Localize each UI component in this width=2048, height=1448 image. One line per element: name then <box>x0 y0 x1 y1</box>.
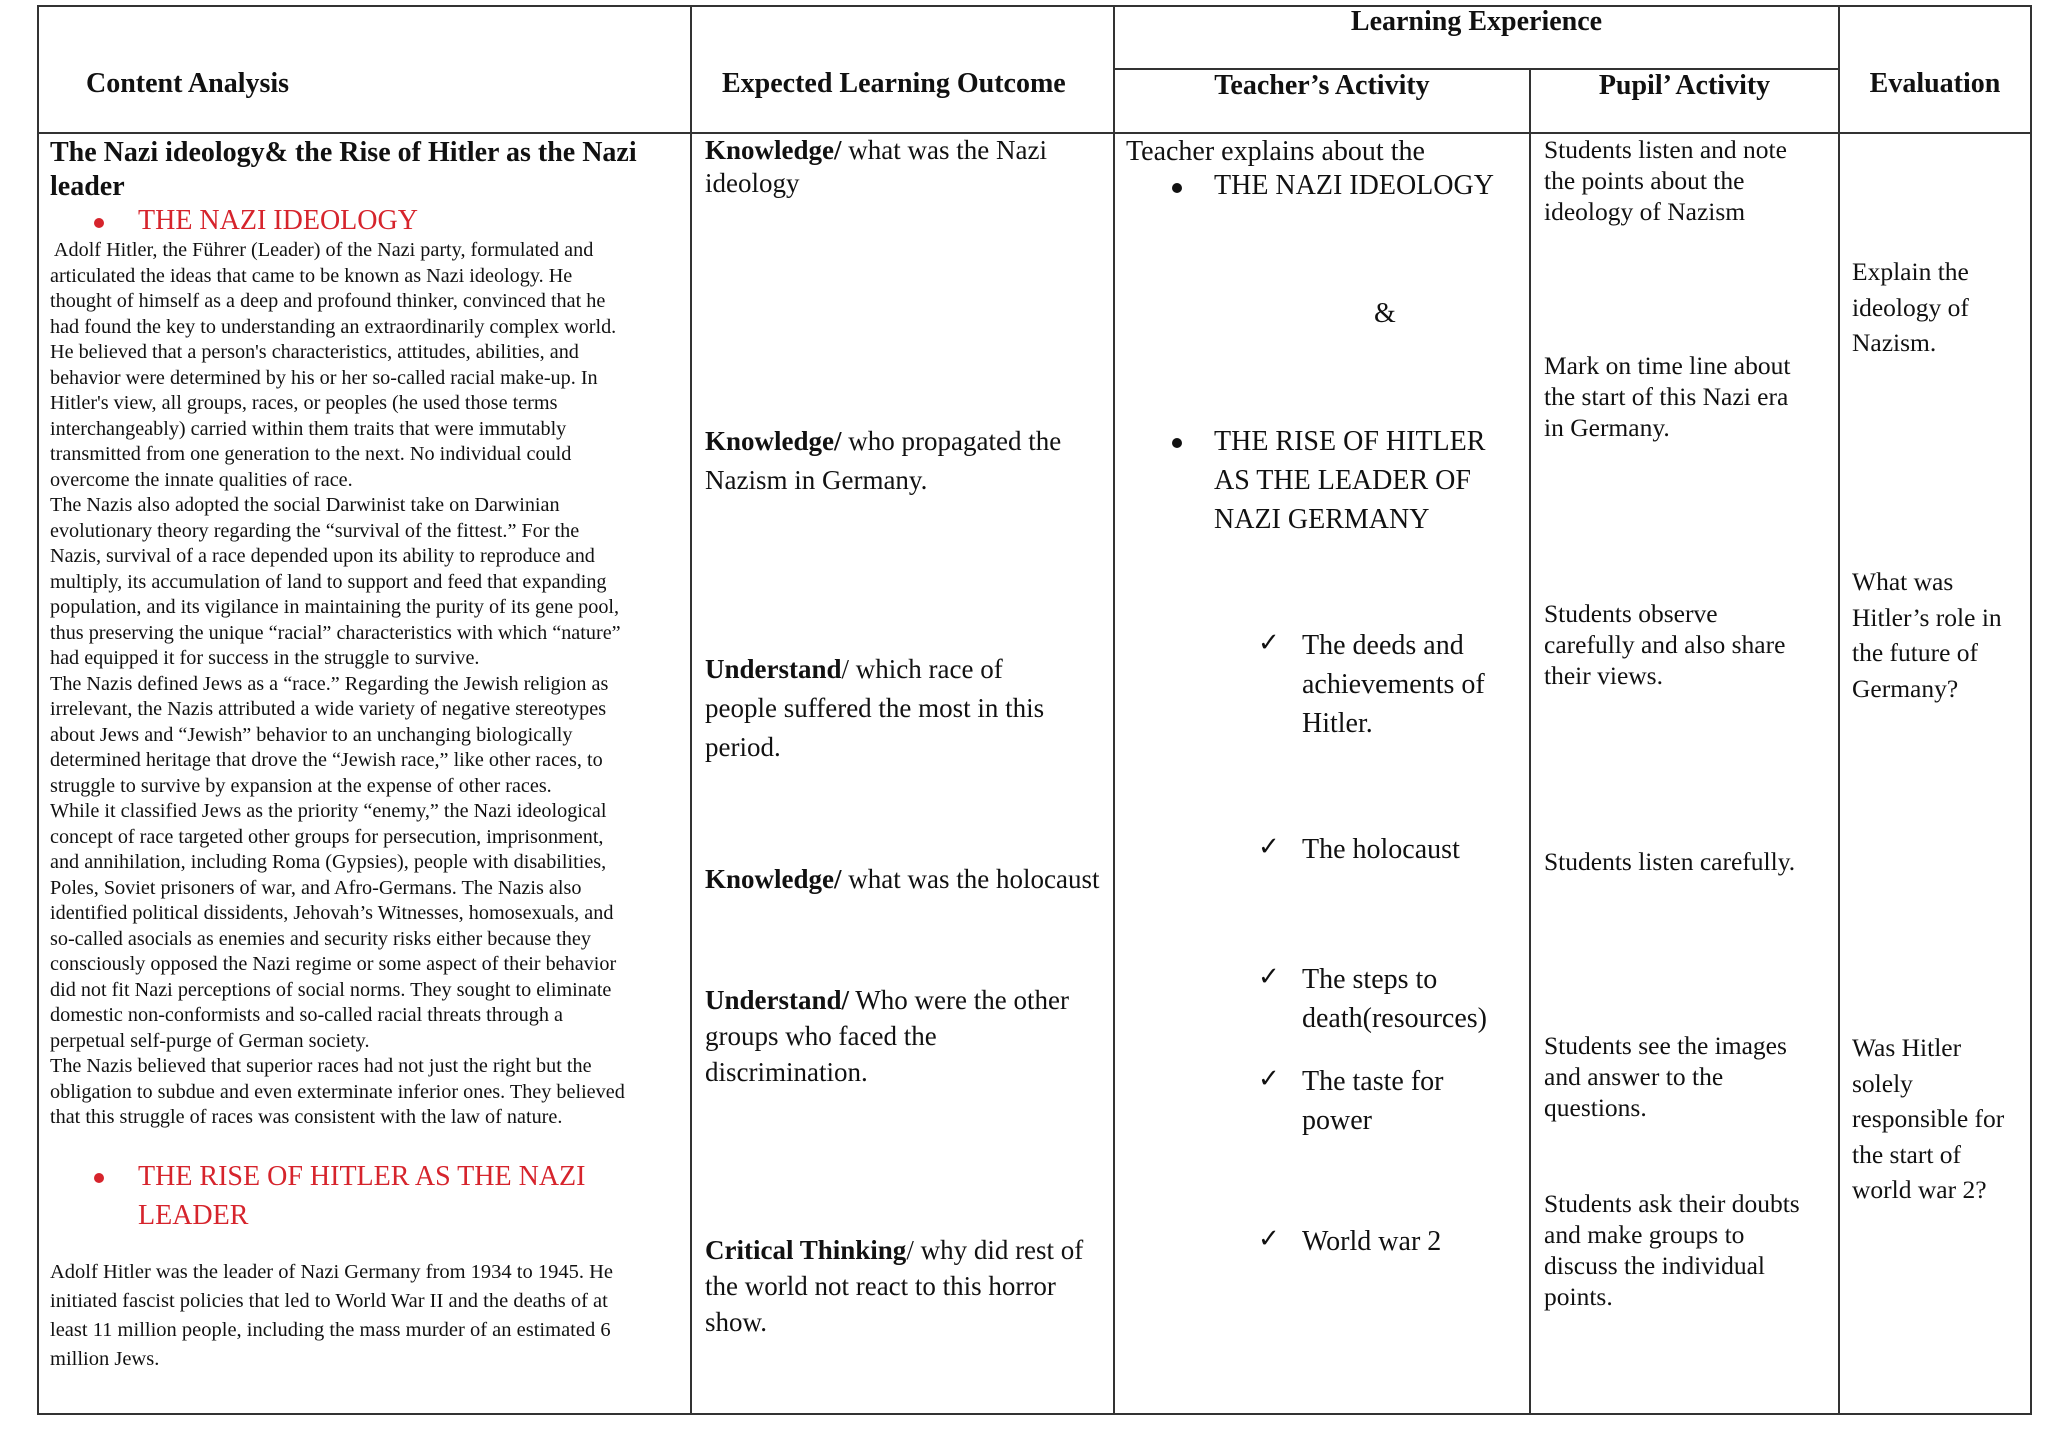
paragraph-line: He believed that a person's characteristics, attitudes, abilities, and <box>50 341 579 363</box>
paragraph-line: Adolf Hitler was the leader of Nazi Germany from 1934 to 1945. He <box>50 1261 614 1283</box>
pupil-activity <box>1544 598 1834 691</box>
outcome-text: / why did rest of <box>906 1235 1084 1265</box>
header-pupil-activity: Pupil’ Activity <box>1598 70 1771 101</box>
paragraph-line: domestic non-conformists and so-called racial threats through a <box>50 1004 563 1026</box>
header-content-analysis: Content Analysis <box>86 68 290 99</box>
paragraph-line: that this struggle of races was consistent with the law of nature. <box>50 1106 563 1128</box>
outcome-text: the world not react to this horror <box>705 1271 1056 1301</box>
check-line: achievements of <box>1302 669 1485 700</box>
bullet-line: AS THE LEADER OF <box>1214 465 1471 496</box>
paragraph-line: articulated the ideas that came to be known as Nazi ideology. He <box>50 264 573 287</box>
heading-line: LEADER <box>138 1200 249 1231</box>
outcome-label: Knowledge/ <box>705 426 842 456</box>
evaluation-line: world war 2? <box>1852 1175 1987 1204</box>
pupil-line: Students see the images <box>1544 1031 1787 1060</box>
pupil-line: discuss the individual <box>1544 1251 1765 1280</box>
pupil-line: points. <box>1544 1282 1613 1311</box>
paragraph-line: behavior were determined by his or her so-called racial make-up. In <box>50 366 598 389</box>
paragraph-line: consciously opposed the Nazi regime or some aspect of their behavior <box>50 953 617 975</box>
pupil-line: questions. <box>1544 1093 1647 1122</box>
evaluation-question <box>1852 1030 2028 1208</box>
ampersand: & <box>1374 298 1396 329</box>
paragraph-line: overcome the innate qualities of race. <box>50 468 353 491</box>
bullet-dot <box>1172 183 1182 193</box>
pupil-line: Students ask their doubts <box>1544 1189 1800 1218</box>
teacher-check-item <box>1302 960 1487 1038</box>
evaluation-line: Was Hitler <box>1852 1033 1962 1062</box>
learning-outcome <box>705 650 1105 767</box>
outcome-label: Understand <box>705 654 842 684</box>
outcome-text: Nazism in Germany. <box>705 465 928 495</box>
evaluation-line: ideology of <box>1852 292 1969 322</box>
learning-outcome <box>705 422 1105 500</box>
evaluation-line: responsible for <box>1852 1104 2005 1133</box>
paragraph-line: Nazis, survival of a race depended upon its ability to reproduce and <box>50 545 595 567</box>
paragraph-line: multiply, its accumulation of land to support and feed that expanding <box>50 570 607 593</box>
paragraph-line: so-called asocials as enemies and security risks either because they <box>50 927 591 950</box>
outcome-text: what was the holocaust <box>841 864 1100 894</box>
teacher-check-item <box>1302 1222 1441 1261</box>
outcome-text: what was the Nazi <box>841 135 1047 165</box>
paragraph-line: Adolf Hitler, the Führer (Leader) of the Nazi party, formulated and <box>50 239 594 261</box>
outcome-text: groups who faced the <box>705 1021 937 1051</box>
outcome-label: Understand/ <box>705 985 850 1015</box>
grid-col4 <box>1838 5 1840 1415</box>
bullet-line: NAZI GERMANY <box>1214 504 1430 535</box>
paragraph-line: struggle to survive by expansion at the expense of other races. <box>50 774 552 797</box>
outcome-text: period. <box>705 732 781 762</box>
outcome-text: who propagated the <box>841 426 1062 456</box>
evaluation-question <box>1852 254 2028 361</box>
grid-col3 <box>1529 68 1531 1415</box>
header-evaluation: Evaluation <box>1869 68 2001 99</box>
bullet-dot <box>1172 438 1182 448</box>
outcome-text: show. <box>705 1307 768 1337</box>
paragraph-line: had found the key to understanding an extraordinarily complex world. <box>50 315 617 338</box>
outcome-text: Who were the other <box>849 985 1069 1015</box>
pupil-line: and answer to the <box>1544 1062 1724 1091</box>
evaluation-line: Nazism. <box>1852 328 1937 357</box>
paragraph-line: Poles, Soviet prisoners of war, and Afro-Germans. The Nazis also <box>50 876 582 899</box>
paragraph-line: transmitted from one generation to the next. No individual could <box>50 443 572 465</box>
outcome-text: discrimination. <box>705 1057 868 1087</box>
learning-outcome <box>705 982 1105 1090</box>
paragraph-line: interchangeably) carried within them traits that were immutably <box>50 417 567 440</box>
check-line: The steps to <box>1302 964 1438 995</box>
paragraph-line: thought of himself as a deep and profound thinker, convinced that he <box>50 290 606 312</box>
evaluation-line: the start of <box>1852 1139 1962 1169</box>
paragraph-line: had equipped it for success in the struggle to survive. <box>50 647 480 669</box>
learning-outcome <box>705 134 1105 200</box>
paragraph-line: least 11 million people, including the mass murder of an estimated 6 <box>50 1319 611 1341</box>
outcome-text: people suffered the most in this <box>705 693 1045 723</box>
section-heading-nazi-ideology: THE NAZI IDEOLOGY <box>138 205 418 236</box>
outcome-first-line <box>705 1232 1105 1268</box>
paragraph-line: The Nazis believed that superior races had not just the right but the <box>50 1055 592 1077</box>
paragraph-line: irrelevant, the Nazis attributed a wide variety of negative stereotypes <box>50 698 607 720</box>
paragraph-line: identified political dissidents, Jehovah’s Witnesses, homosexuals, and <box>50 902 614 924</box>
paragraph-line: The Nazis defined Jews as a “race.” Regarding the Jewish religion as <box>50 672 609 695</box>
paragraph-line: Hitler's view, all groups, races, or peoples (he used those terms <box>50 392 558 414</box>
paragraph-line: obligation to subdue and even exterminate inferior ones. They believed <box>50 1080 625 1103</box>
outcome-first-line <box>705 134 1105 167</box>
paragraph-line: perpetual self-purge of German society. <box>50 1029 370 1052</box>
evaluation-line: What was <box>1852 567 1954 596</box>
paragraph-line: concept of race targeted other groups for persecution, imprisonment, <box>50 825 604 848</box>
outcome-text: / which race of <box>841 654 1003 684</box>
paragraph-line: evolutionary theory regarding the “survival of the fittest.” For the <box>50 519 580 542</box>
grid-col2 <box>1113 5 1115 1415</box>
outcome-label: Knowledge/ <box>705 864 842 894</box>
pupil-line: Students listen carefully. <box>1544 847 1796 876</box>
content-paragraph-2 <box>50 1258 690 1374</box>
bullet-dot <box>94 218 104 228</box>
checkmark-icon: ✓ <box>1258 1064 1280 1094</box>
outcome-first-line <box>705 862 1105 896</box>
pupil-line: the points about the <box>1544 166 1745 195</box>
pupil-line: Students listen and note <box>1544 135 1787 164</box>
teacher-check-item <box>1302 626 1485 743</box>
pupil-line: the start of this Nazi era <box>1544 382 1789 411</box>
paragraph-line: about Jews and “Jewish” behavior to an unchanging biologically <box>50 723 573 746</box>
header-learning-experience: Learning Experience <box>1350 6 1603 37</box>
teacher-bullet-rise-of-hitler <box>1214 422 1485 539</box>
teacher-check-item <box>1302 1062 1444 1140</box>
paragraph-line: and annihilation, including Roma (Gypsies), people with disabilities, <box>50 851 607 873</box>
evaluation-line: Germany? <box>1852 673 1959 703</box>
pupil-activity <box>1544 1188 1834 1312</box>
header-expected-learning-outcome: Expected Learning Outcome <box>722 68 1066 99</box>
checkmark-icon: ✓ <box>1258 832 1280 862</box>
outcome-text: ideology <box>705 168 800 198</box>
header-teachers-activity: Teacher’s Activity <box>1214 70 1430 101</box>
pupil-line: Students observe <box>1544 599 1718 628</box>
pupil-activity <box>1544 350 1834 443</box>
paragraph-line: did not fit Nazi perceptions of social norms. They sought to eliminate <box>50 978 612 1001</box>
outcome-first-line <box>705 422 1105 461</box>
paragraph-line: The Nazis also adopted the social Darwinist take on Darwinian <box>50 494 560 516</box>
check-line: Hitler. <box>1302 708 1373 739</box>
grid-bottom <box>37 1413 2032 1415</box>
content-paragraph <box>50 238 690 1131</box>
bullet-line: THE RISE OF HITLER <box>1214 426 1486 457</box>
pupil-line: in Germany. <box>1544 413 1670 442</box>
evaluation-line: solely <box>1852 1068 1913 1098</box>
checkmark-icon: ✓ <box>1258 962 1280 992</box>
check-line: death(resources) <box>1302 1003 1488 1034</box>
check-line: World war 2 <box>1302 1226 1442 1257</box>
section-heading-rise-of-hitler <box>138 1157 585 1235</box>
check-line: The holocaust <box>1302 834 1460 865</box>
heading-line: THE RISE OF HITLER AS THE NAZI <box>138 1161 586 1192</box>
check-line: The deeds and <box>1302 630 1464 661</box>
outcome-label: Knowledge/ <box>705 135 842 165</box>
pupil-line: and make groups to <box>1544 1220 1745 1249</box>
checkmark-icon: ✓ <box>1258 1224 1280 1254</box>
evaluation-line: the future of <box>1852 638 1979 667</box>
teacher-bullet-nazi-ideology: THE NAZI IDEOLOGY <box>1214 170 1494 201</box>
pupil-line: ideology of Nazism <box>1544 197 1746 226</box>
grid-col1 <box>690 5 692 1415</box>
pupil-line: their views. <box>1544 661 1663 690</box>
learning-outcome <box>705 1232 1105 1340</box>
paragraph-line: determined heritage that drove the “Jewish race,” like other races, to <box>50 749 603 771</box>
outcome-label: Critical Thinking <box>705 1235 907 1265</box>
pupil-line: Mark on time line about <box>1544 351 1791 380</box>
learning-outcome <box>705 862 1105 896</box>
grid-col0 <box>37 5 39 1415</box>
paragraph-line: initiated fascist policies that led to World War II and the deaths of at <box>50 1290 608 1312</box>
evaluation-line: Explain the <box>1852 257 1969 286</box>
paragraph-line: While it classified Jews as the priority “enemy,” the Nazi ideological <box>50 800 607 822</box>
pupil-activity <box>1544 134 1834 227</box>
outcome-first-line <box>705 982 1105 1018</box>
evaluation-question <box>1852 564 2028 706</box>
teacher-check-item <box>1302 830 1460 869</box>
paragraph-line: million Jews. <box>50 1348 160 1370</box>
pupil-activity <box>1544 1030 1834 1123</box>
pupil-line: carefully and also share <box>1544 630 1786 659</box>
paragraph-line: population, and its vigilance in maintaining the purity of its gene pool, <box>50 596 620 618</box>
checkmark-icon: ✓ <box>1258 628 1280 658</box>
check-line: power <box>1302 1105 1372 1136</box>
evaluation-line: Hitler’s role in <box>1852 602 2002 632</box>
bullet-dot <box>94 1173 104 1183</box>
pupil-activity <box>1544 846 1834 877</box>
outcome-first-line <box>705 650 1105 689</box>
check-line: The taste for <box>1302 1066 1444 1097</box>
content-title: The Nazi ideology& the Rise of Hitler as the Nazi leader <box>50 137 637 202</box>
teacher-intro: Teacher explains about the <box>1126 136 1425 167</box>
grid-col5 <box>2030 5 2032 1415</box>
paragraph-line: thus preserving the unique “racial” characteristics with which “nature” <box>50 621 621 644</box>
